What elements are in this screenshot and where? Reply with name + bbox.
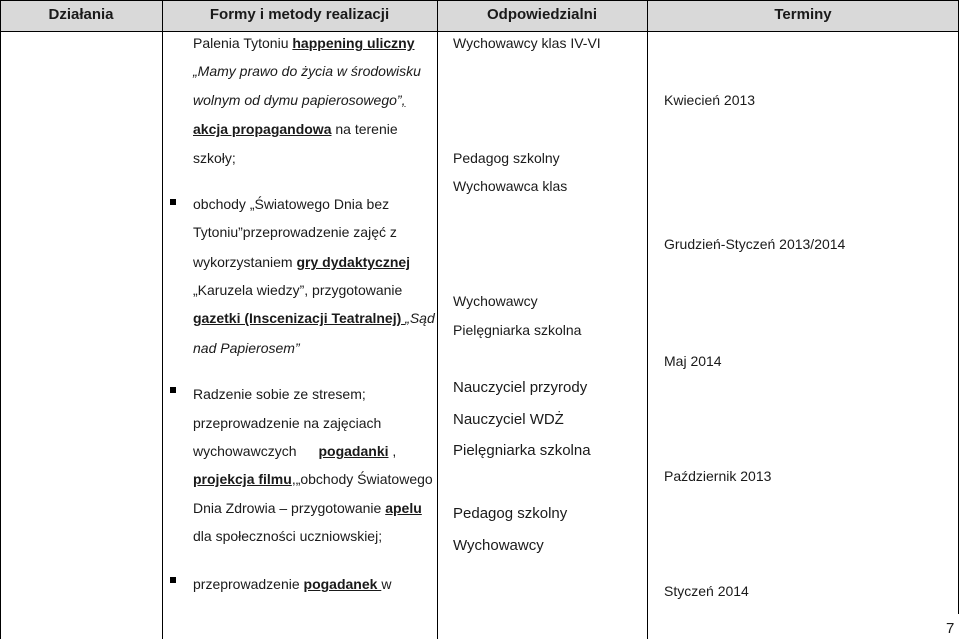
term-date: Maj 2014	[664, 353, 722, 369]
responsible-line: Wychowawcy	[453, 537, 544, 554]
term-date: Styczeń 2014	[664, 583, 749, 599]
forms-line: Dnia Zdrowia – przygotowanie apelu	[193, 500, 422, 516]
bullet-icon	[170, 387, 176, 393]
responsible-line: Pielęgniarka szkolna	[453, 322, 582, 338]
forms-line: „Karuzela wiedzy”, przygotowanie	[193, 282, 403, 298]
forms-line: wolnym od dymu papierosowego”,	[193, 92, 406, 108]
forms-line: dla społeczności uczniowskiej;	[193, 528, 383, 544]
table-border-right	[958, 0, 959, 614]
responsible-line: Wychowawcy	[453, 293, 538, 309]
forms-line: Palenia Tytoniu happening uliczny	[193, 35, 415, 51]
column-divider	[437, 0, 438, 639]
forms-line: przeprowadzenie na zajęciach	[193, 415, 382, 431]
table-border-left	[0, 0, 1, 639]
forms-line: nad Papierosem”	[193, 340, 300, 356]
forms-line: projekcja filmu,„obchody Światowego	[193, 471, 433, 487]
term-date: Kwiecień 2013	[664, 92, 756, 108]
column-divider	[162, 0, 163, 639]
responsible-line: Pielęgniarka szkolna	[453, 442, 591, 459]
responsible-line: Pedagog szkolny	[453, 150, 560, 166]
forms-line: gazetki (Inscenizacji Teatralnej) „Sąd	[193, 310, 435, 326]
responsible-line: Wychowawca klas	[453, 178, 568, 194]
bullet-icon	[170, 577, 176, 583]
forms-line: „Mamy prawo do życia w środowisku	[193, 63, 421, 79]
header-forms: Formy i metody realizacji	[209, 6, 390, 23]
forms-line: Tytoniu”przeprowadzenie zajęć z	[193, 224, 397, 240]
header-actions: Działania	[48, 6, 114, 23]
table-header	[0, 0, 959, 32]
header-responsible: Odpowiedzialni	[486, 6, 597, 23]
responsible-line: Nauczyciel przyrody	[453, 379, 588, 396]
responsible-line: Pedagog szkolny	[453, 505, 568, 522]
term-date: Grudzień-Styczeń 2013/2014	[664, 236, 846, 252]
bullet-icon	[170, 199, 176, 205]
forms-line: Radzenie sobie ze stresem;	[193, 386, 366, 402]
forms-line: przeprowadzenie pogadanek w	[193, 576, 392, 592]
forms-line: wykorzystaniem gry dydaktycznej	[193, 254, 411, 270]
responsible-line: Nauczyciel WDŻ	[453, 411, 564, 428]
forms-line: akcja propagandowa na terenie	[193, 121, 398, 137]
forms-line: obchody „Światowego Dnia bez	[193, 196, 390, 212]
forms-line: szkoły;	[193, 150, 236, 166]
term-date: Październik 2013	[664, 468, 772, 484]
column-divider	[647, 0, 648, 639]
forms-line: wychowawczych pogadanki ,	[193, 443, 397, 459]
header-terms: Terminy	[774, 6, 832, 23]
responsible-line: Wychowawcy klas IV-VI	[453, 35, 601, 51]
page-number: 7	[946, 620, 955, 637]
